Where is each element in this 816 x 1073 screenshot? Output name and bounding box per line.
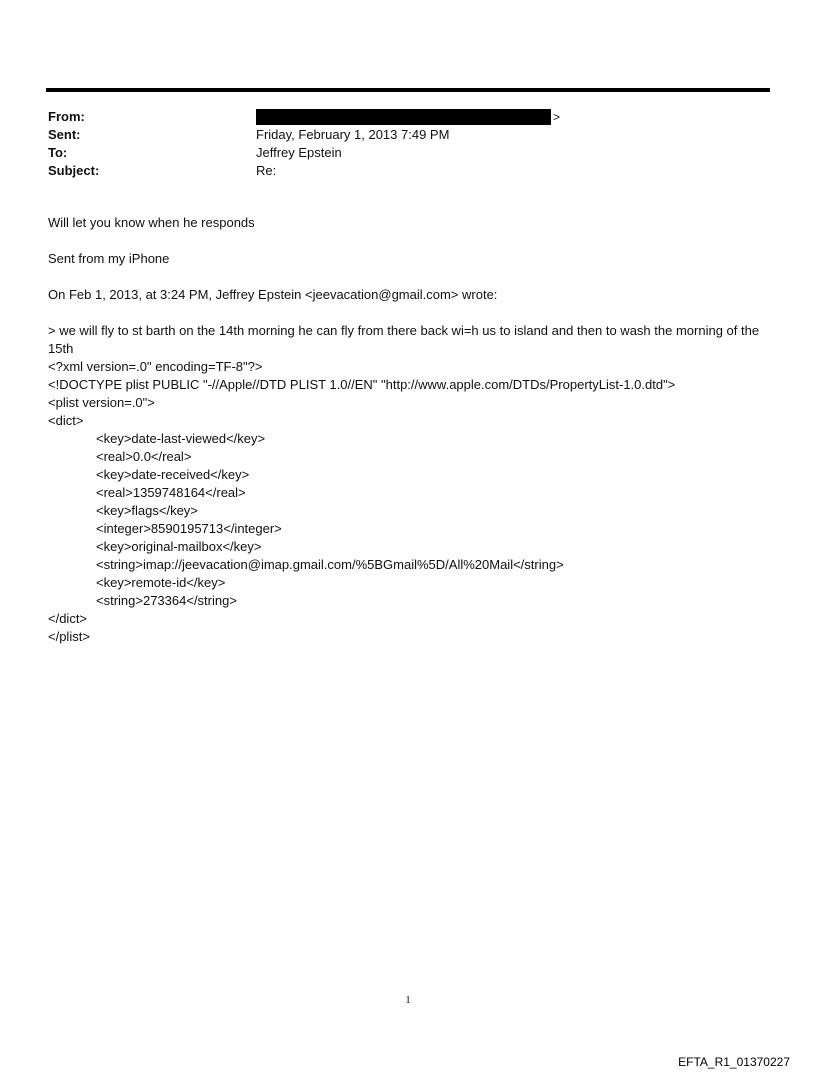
body-line-quote-attribution: On Feb 1, 2013, at 3:24 PM, Jeffrey Epstein <jeevacation@gmail.com> wrote: (48, 287, 498, 302)
sent-row (48, 126, 768, 144)
to-value: Jeffrey Epstein (256, 145, 342, 160)
document-id: EFTA_R1_01370227 (678, 1055, 790, 1069)
sent-value: Friday, February 1, 2013 7:49 PM (256, 127, 450, 142)
email-header (48, 108, 768, 180)
body-line-response: Will let you know when he responds (48, 215, 255, 230)
xml-line: <integer>8590195713</integer> (96, 521, 282, 536)
sent-label: Sent: (48, 127, 81, 142)
xml-line: </dict> (48, 611, 88, 626)
xml-line: <string>imap://jeevacation@imap.gmail.com/%5BGmail%5D/All%20Mail</string> (96, 557, 564, 572)
from-label: From: (48, 109, 85, 124)
xml-line: <real>0.0</real> (96, 449, 192, 464)
from-value-suffix: > (553, 110, 561, 124)
xml-line: <string>273364</string> (96, 593, 237, 608)
quoted-message (48, 322, 772, 646)
from-value (256, 108, 560, 126)
xml-line: </plist> (48, 629, 90, 644)
xml-line: <key>date-last-viewed</key> (96, 431, 266, 446)
xml-line: <real>1359748164</real> (96, 485, 246, 500)
subject-value: Re: (256, 163, 277, 178)
header-top-rule (46, 88, 770, 92)
xml-line: <dict> (48, 413, 84, 428)
xml-line: <key>original-mailbox</key> (96, 539, 262, 554)
subject-row (48, 162, 768, 180)
subject-label: Subject: (48, 163, 100, 178)
xml-line: <?xml version=.0" encoding=TF-8"?> (48, 359, 263, 374)
from-row (48, 108, 768, 126)
xml-line: <plist version=.0"> (48, 395, 155, 410)
xml-line: <!DOCTYPE plist PUBLIC "-//Apple//DTD PLIST 1.0//EN" "http://www.apple.com/DTDs/PropertyList-1.0.dtd"> (48, 377, 676, 392)
quoted-text: > we will fly to st barth on the 14th morning he can fly from there back wi=h us to island and then to wash the morning of the 15th (48, 323, 760, 356)
body-line-signature: Sent from my iPhone (48, 251, 170, 266)
xml-line: <key>remote-id</key> (96, 575, 226, 590)
email-body (48, 214, 772, 646)
to-label: To: (48, 145, 68, 160)
page-number: 1 (405, 994, 411, 1006)
xml-line: <key>date-received</key> (96, 467, 250, 482)
to-row (48, 144, 768, 162)
xml-line: <key>flags</key> (96, 503, 198, 518)
redaction-bar (256, 109, 551, 125)
